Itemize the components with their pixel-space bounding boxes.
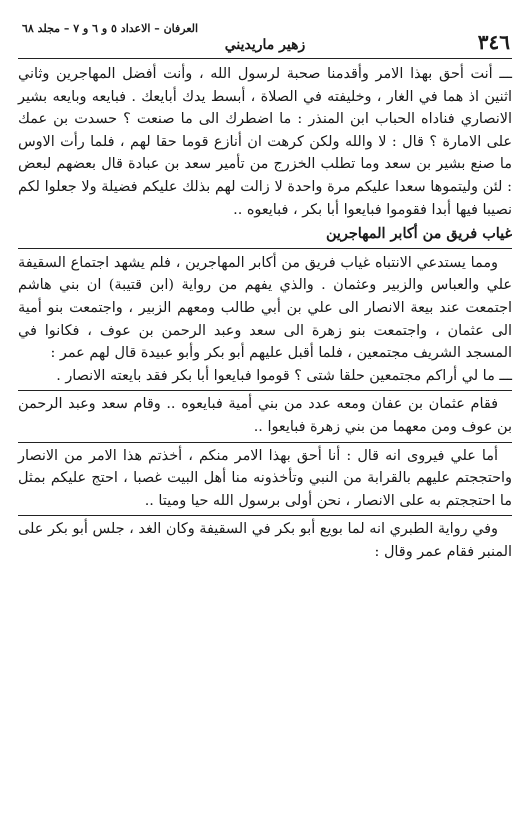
divider xyxy=(18,442,512,443)
page-number: ٣٤٦ xyxy=(477,30,510,54)
paragraph-tabari: وفي رواية الطبري انه لما بويع أبو بكر في السقيفة وكان الغد ، جلس أبو بكر على المنبر فقام عمر وقال : xyxy=(18,521,512,560)
paragraph-absence: ومما يستدعي الانتباه غياب فريق من أكابر المهاجرين ، فلم يشهد اجتماع السقيفة علي والعباس والزبير وعثمان . والذي يفهم من رواية (ابن قتيبة) ان بني هاشم اجتمعت عند بيعة الانصار الى علي بن أبي طالب ومعهم الزبير ، واجتمعت بنو أمية الى عثمان ، واجتمعت بنو زهرة الى سعد وعبد الرحمن بن عوف ، فكانوا في المسجد الشريف مجتمعين ، فلما أقبل عليهم أبو بكر وأبو عبيدة قال لهم عمر : xyxy=(18,254,512,362)
paragraph-pledges: فقام عثمان بن عفان ومعه عدد من بني أمية فبايعوه .. وقام سعد وعبد الرحمن بن عوف ومن معهما من بني زهرة فبايعوا .. xyxy=(18,396,512,435)
document-body xyxy=(18,63,512,563)
document-page xyxy=(18,22,512,812)
author-name: زهير ماريديني xyxy=(224,37,306,53)
section-heading: غياب فريق من أكابر المهاجرين xyxy=(18,223,512,249)
journal-running-title: العرفان – الاعداد ٥ و ٦ و ٧ – مجلد ٦٨ xyxy=(22,22,199,35)
divider xyxy=(18,390,512,391)
page-header xyxy=(18,22,512,59)
paragraph-quote-gathered: ـــ ما لي أراكم مجتمعين حلقا شتى ؟ قوموا فبايعوا أبا بكر فقد بايعته الانصار . xyxy=(56,367,512,384)
paragraph-ali: أما علي فيروى انه قال : أنا أحق بهذا الامر منكم ، أخذتم هذا الامر من الانصار واحتججتم عليهم بالقرابة من النبي وتأخذونه منا أهل البيت غصبا ، احتج عليكم بمثل ما احتججتم به على الانصار ، نحن أولى برسول الله حيا وميتا .. xyxy=(18,447,512,509)
divider xyxy=(18,515,512,516)
paragraph-quote-umar: ـــ أنت أحق بهذا الامر وأقدمنا صحبة لرسول الله ، وأنت أفضل المهاجرين وثاني اثنين اذ هما في الغار ، وخليفته في الصلاة ، أبسط يدك أبايعك . فبايعه وبايعه بشير الانصاري فناداه الحباب ابن المنذر : ما اضطرك الى ما صنعت ؟ حسدت بن عمك على الامارة ؟ قال : لا والله ولكن كرهت ان أنازع قوما حقا لهم ، فلما رأت الاوس ما صنع بشير بن سعد وما تطلب الخزرج من تأمير سعد بن عبادة قال بعضهم لبعض : لئن وليتموها سعدا عليكم مرة واحدة لا زالت لهم بذلك عليكم فضيلة ولا جعلوا لكم نصيبا فيها أبدا فقوموا فبايعوا أبا بكر ، فبايعوه .. xyxy=(18,66,512,218)
